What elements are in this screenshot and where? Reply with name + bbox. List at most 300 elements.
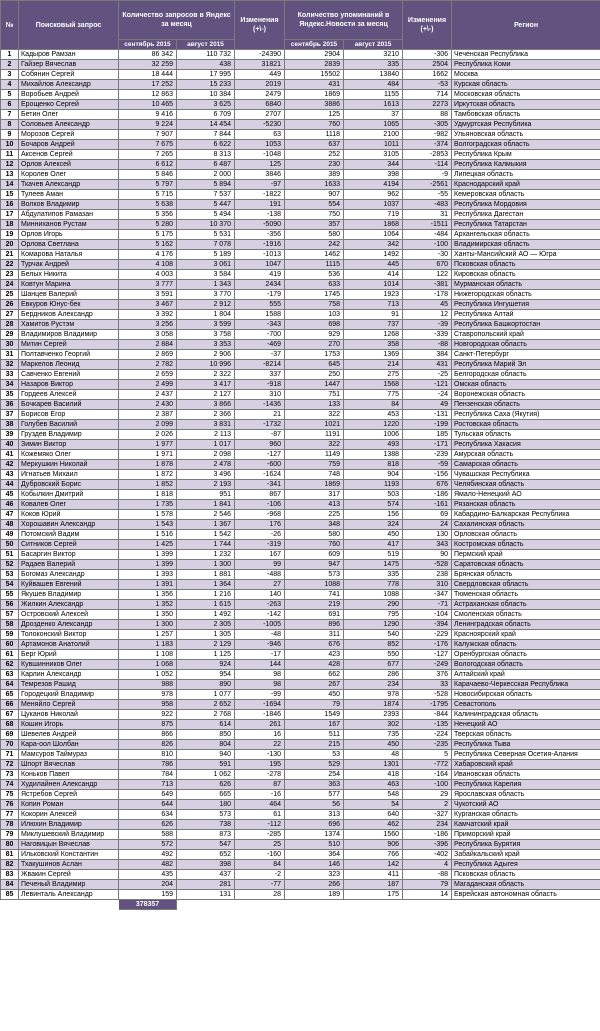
mentions-change: 238: [403, 570, 452, 580]
mentions-change: -131: [403, 410, 452, 420]
query-name: Жвакин Сергей: [19, 870, 119, 880]
mentions-september: 252: [285, 150, 344, 160]
queries-september: 978: [119, 690, 177, 700]
mentions-change: -772: [403, 760, 452, 770]
row-number: 57: [1, 610, 19, 620]
table-row: [1, 440, 600, 450]
query-name: Бочаров Андрей: [19, 140, 119, 150]
queries-september: 1 068: [119, 660, 177, 670]
queries-change: 61: [235, 810, 285, 820]
query-name: Тхакушинов Аслан: [19, 860, 119, 870]
table-row: [1, 90, 600, 100]
table-row: [1, 460, 600, 470]
queries-september: 7 265: [119, 150, 177, 160]
queries-august: 1 017: [177, 440, 235, 450]
queries-august: 3 770: [177, 290, 235, 300]
queries-august: 2 768: [177, 710, 235, 720]
mentions-september: 511: [285, 730, 344, 740]
queries-august: 8 313: [177, 150, 235, 160]
row-number: 26: [1, 300, 19, 310]
mentions-september: 317: [285, 490, 344, 500]
query-name: Гордеев Алексей: [19, 390, 119, 400]
region-name: Удмуртская Республика: [452, 120, 600, 130]
queries-change: 144: [235, 660, 285, 670]
query-name: Ястребов Сергей: [19, 790, 119, 800]
queries-change: 22: [235, 740, 285, 750]
queries-september: 5 797: [119, 180, 177, 190]
row-number: 7: [1, 110, 19, 120]
query-name: Орлова Светлана: [19, 240, 119, 250]
mentions-change: -199: [403, 420, 452, 430]
region-name: Новгородская область: [452, 340, 600, 350]
table-row: [1, 800, 600, 810]
mentions-august: 493: [344, 440, 403, 450]
mentions-september: 662: [285, 670, 344, 680]
table-row: [1, 780, 600, 790]
queries-august: 2 478: [177, 460, 235, 470]
region-name: Магаданская область: [452, 880, 600, 890]
mentions-august: 156: [344, 510, 403, 520]
query-name: Островский Алексей: [19, 610, 119, 620]
query-name: Куйвашев Евгений: [19, 580, 119, 590]
queries-august: 614: [177, 720, 235, 730]
queries-change: -1916: [235, 240, 285, 250]
queries-september: 12 863: [119, 90, 177, 100]
queries-september: 3 058: [119, 330, 177, 340]
table-row: [1, 470, 600, 480]
queries-september: 988: [119, 680, 177, 690]
table-row: [1, 450, 600, 460]
mentions-august: 766: [344, 850, 403, 860]
queries-september: 866: [119, 730, 177, 740]
mentions-change: 343: [403, 540, 452, 550]
query-name: Бочкарев Василий: [19, 400, 119, 410]
queries-change: -2: [235, 870, 285, 880]
mentions-september: 760: [285, 540, 344, 550]
row-number: 3: [1, 70, 19, 80]
row-number: 22: [1, 260, 19, 270]
queries-august: 3 584: [177, 270, 235, 280]
region-name: Республика Ингушетия: [452, 300, 600, 310]
queries-september: 922: [119, 710, 177, 720]
table-row: [1, 180, 600, 190]
mentions-august: 540: [344, 630, 403, 640]
queries-august: 850: [177, 730, 235, 740]
row-number: 17: [1, 210, 19, 220]
mentions-september: 79: [285, 700, 344, 710]
region-name: Архангельская область: [452, 230, 600, 240]
queries-change: 419: [235, 270, 285, 280]
row-number: 18: [1, 220, 19, 230]
row-number: 6: [1, 100, 19, 110]
mentions-september: 1088: [285, 580, 344, 590]
row-number: 27: [1, 310, 19, 320]
query-name: Коков Юрий: [19, 510, 119, 520]
region-name: Пермский край: [452, 550, 600, 560]
mentions-august: 358: [344, 340, 403, 350]
mentions-september: 637: [285, 140, 344, 150]
queries-september: 3 392: [119, 310, 177, 320]
query-name: Коньков Павел: [19, 770, 119, 780]
mentions-change: -164: [403, 770, 452, 780]
row-number: 82: [1, 860, 19, 870]
region-name: Саратовская область: [452, 560, 600, 570]
queries-change: -130: [235, 750, 285, 760]
mentions-september: 1115: [285, 260, 344, 270]
mentions-august: 677: [344, 660, 403, 670]
queries-august: 2 906: [177, 350, 235, 360]
footer-spacer: [1, 900, 19, 910]
queries-change: -97: [235, 180, 285, 190]
table-row: [1, 420, 600, 430]
queries-august: 2 098: [177, 450, 235, 460]
mentions-august: 175: [344, 890, 403, 900]
queries-september: 3 256: [119, 320, 177, 330]
queries-september: 2 659: [119, 370, 177, 380]
mentions-change: -528: [403, 690, 452, 700]
queries-september: 1 872: [119, 470, 177, 480]
row-number: 68: [1, 720, 19, 730]
query-name: Назаров Виктор: [19, 380, 119, 390]
table-row: [1, 390, 600, 400]
table-row: [1, 320, 600, 330]
mentions-august: 463: [344, 780, 403, 790]
queries-change: 16: [235, 730, 285, 740]
header-yandex-queries: Количество запросов в Яндекс за месяц: [119, 1, 235, 40]
mentions-august: 1014: [344, 280, 403, 290]
header-change-queries: Изменения (+\-): [235, 1, 285, 50]
mentions-september: 323: [285, 870, 344, 880]
table-row: [1, 330, 600, 340]
query-name: Дрозденко Александр: [19, 620, 119, 630]
row-number: 12: [1, 160, 19, 170]
queries-change: 867: [235, 490, 285, 500]
region-name: Ростовская область: [452, 420, 600, 430]
row-number: 14: [1, 180, 19, 190]
queries-september: 2 437: [119, 390, 177, 400]
queries-august: 924: [177, 660, 235, 670]
table-row: [1, 680, 600, 690]
row-number: 50: [1, 540, 19, 550]
queries-august: 1 077: [177, 690, 235, 700]
table-row: [1, 250, 600, 260]
queries-september: 1 300: [119, 620, 177, 630]
query-name: Шевелев Андрей: [19, 730, 119, 740]
queries-august: 3 758: [177, 330, 235, 340]
mentions-september: 389: [285, 170, 344, 180]
query-name: Меркушкин Николай: [19, 460, 119, 470]
mentions-august: 4194: [344, 180, 403, 190]
mentions-september: 1021: [285, 420, 344, 430]
table-row: [1, 100, 600, 110]
queries-change: 2019: [235, 80, 285, 90]
row-number: 24: [1, 280, 19, 290]
mentions-august: 13840: [344, 70, 403, 80]
query-name: Абдулатипов Рамазан: [19, 210, 119, 220]
region-name: Приморский край: [452, 830, 600, 840]
mentions-august: 453: [344, 410, 403, 420]
mentions-august: 1568: [344, 380, 403, 390]
queries-change: 1588: [235, 310, 285, 320]
query-name: Голубев Василий: [19, 420, 119, 430]
query-name: Якушев Владимир: [19, 590, 119, 600]
row-number: 74: [1, 780, 19, 790]
query-name: Ильковский Константин: [19, 850, 119, 860]
queries-september: 159: [119, 890, 177, 900]
mentions-change: -176: [403, 640, 452, 650]
mentions-change: -121: [403, 380, 452, 390]
mentions-change: -327: [403, 810, 452, 820]
mentions-september: 270: [285, 340, 344, 350]
region-name: Сахалинская область: [452, 520, 600, 530]
region-name: Ленинградская область: [452, 620, 600, 630]
table-row: [1, 530, 600, 540]
queries-september: 1 735: [119, 500, 177, 510]
table-row: [1, 200, 600, 210]
table-row: [1, 260, 600, 270]
mentions-change: -374: [403, 140, 452, 150]
row-number: 4: [1, 80, 19, 90]
queries-september: 4 108: [119, 260, 177, 270]
header-queries-august: август 2015: [177, 40, 235, 50]
mentions-change: 2504: [403, 60, 452, 70]
region-name: Республика Северная Осетия-Алания: [452, 750, 600, 760]
region-name: Тверская область: [452, 730, 600, 740]
queries-change: -16: [235, 790, 285, 800]
mentions-august: 775: [344, 390, 403, 400]
mentions-change: -402: [403, 850, 452, 860]
mentions-august: 852: [344, 640, 403, 650]
queries-change: 2707: [235, 110, 285, 120]
mentions-august: 713: [344, 300, 403, 310]
table-row: [1, 880, 600, 890]
row-number: 79: [1, 830, 19, 840]
mentions-change: -844: [403, 710, 452, 720]
queries-september: 435: [119, 870, 177, 880]
queries-august: 7 537: [177, 190, 235, 200]
region-name: Чеченская Республика: [452, 50, 600, 60]
query-name: Городецкий Владимир: [19, 690, 119, 700]
mentions-september: 266: [285, 880, 344, 890]
queries-september: 1 818: [119, 490, 177, 500]
row-number: 20: [1, 240, 19, 250]
mentions-change: -483: [403, 200, 452, 210]
query-name: Карлин Александр: [19, 670, 119, 680]
query-name: Ковалев Олег: [19, 500, 119, 510]
mentions-change: -224: [403, 730, 452, 740]
queries-september: 7 907: [119, 130, 177, 140]
mentions-august: 214: [344, 360, 403, 370]
row-number: 81: [1, 850, 19, 860]
mentions-august: 574: [344, 500, 403, 510]
table-body: [1, 50, 600, 900]
mentions-september: 645: [285, 360, 344, 370]
region-name: Чувашская Республика: [452, 470, 600, 480]
mentions-change: -24: [403, 390, 452, 400]
region-name: Ивановская область: [452, 770, 600, 780]
queries-change: -1822: [235, 190, 285, 200]
region-name: Кемеровская область: [452, 190, 600, 200]
header-queries-september: сентябрь 2015: [119, 40, 177, 50]
table-row: [1, 630, 600, 640]
region-name: Республика Алтай: [452, 310, 600, 320]
mentions-change: 122: [403, 270, 452, 280]
queries-september: 4 003: [119, 270, 177, 280]
queries-september: 2 430: [119, 400, 177, 410]
region-name: Мурманская область: [452, 280, 600, 290]
mentions-september: 250: [285, 370, 344, 380]
queries-august: 954: [177, 670, 235, 680]
region-name: Самарская область: [452, 460, 600, 470]
row-number: 63: [1, 670, 19, 680]
queries-september: 1 257: [119, 630, 177, 640]
query-name: Митин Сергей: [19, 340, 119, 350]
queries-august: 3 353: [177, 340, 235, 350]
mentions-change: -305: [403, 120, 452, 130]
table-row: [1, 620, 600, 630]
region-name: Республика Мордовия: [452, 200, 600, 210]
mentions-change: 670: [403, 260, 452, 270]
queries-change: -356: [235, 230, 285, 240]
queries-change: -138: [235, 210, 285, 220]
queries-september: 784: [119, 770, 177, 780]
mentions-september: 167: [285, 720, 344, 730]
queries-change: -106: [235, 500, 285, 510]
mentions-change: -235: [403, 740, 452, 750]
query-name: Зимин Виктор: [19, 440, 119, 450]
mentions-september: 15502: [285, 70, 344, 80]
queries-august: 6 487: [177, 160, 235, 170]
queries-september: 1 393: [119, 570, 177, 580]
queries-august: 1 542: [177, 530, 235, 540]
queries-september: 5 846: [119, 170, 177, 180]
mentions-september: 428: [285, 660, 344, 670]
region-name: Смоленская область: [452, 610, 600, 620]
region-name: Липецкая область: [452, 170, 600, 180]
queries-change: 140: [235, 590, 285, 600]
table-footer: [1, 900, 600, 910]
queries-change: -700: [235, 330, 285, 340]
queries-september: 2 884: [119, 340, 177, 350]
query-name: Копин Роман: [19, 800, 119, 810]
mentions-august: 1011: [344, 140, 403, 150]
mentions-september: 691: [285, 610, 344, 620]
queries-change: -26: [235, 530, 285, 540]
queries-august: 6 709: [177, 110, 235, 120]
mentions-august: 735: [344, 730, 403, 740]
queries-change: -127: [235, 450, 285, 460]
query-name: Белых Никита: [19, 270, 119, 280]
query-name: Богомаз Александр: [19, 570, 119, 580]
mentions-september: 357: [285, 220, 344, 230]
mentions-august: 414: [344, 270, 403, 280]
region-name: Псковская область: [452, 260, 600, 270]
queries-august: 438: [177, 60, 235, 70]
row-number: 36: [1, 400, 19, 410]
mentions-august: 302: [344, 720, 403, 730]
mentions-change: 49: [403, 400, 452, 410]
query-name: Собянин Сергей: [19, 70, 119, 80]
queries-september: 2 782: [119, 360, 177, 370]
queries-august: 398: [177, 860, 235, 870]
queries-change: -179: [235, 290, 285, 300]
queries-september: 7 675: [119, 140, 177, 150]
row-number: 60: [1, 640, 19, 650]
query-name: Кобылкин Дмитрий: [19, 490, 119, 500]
mentions-change: -347: [403, 590, 452, 600]
queries-august: 1 062: [177, 770, 235, 780]
mentions-august: 3105: [344, 150, 403, 160]
total-queries: 378357: [119, 900, 177, 910]
mentions-august: 795: [344, 610, 403, 620]
region-name: Омская область: [452, 380, 600, 390]
queries-august: 1 841: [177, 500, 235, 510]
region-name: Республика Тыва: [452, 740, 600, 750]
table-row: [1, 760, 600, 770]
footer-spacer: [177, 900, 600, 910]
table-row: [1, 610, 600, 620]
mentions-august: 1193: [344, 480, 403, 490]
row-number: 67: [1, 710, 19, 720]
query-name: Кошин Игорь: [19, 720, 119, 730]
region-name: Пензенская область: [452, 400, 600, 410]
mentions-august: 290: [344, 600, 403, 610]
queries-august: 873: [177, 830, 235, 840]
table-row: [1, 820, 600, 830]
row-number: 62: [1, 660, 19, 670]
mentions-change: -394: [403, 620, 452, 630]
mentions-august: 640: [344, 810, 403, 820]
mentions-change: -127: [403, 650, 452, 660]
region-name: Республика Коми: [452, 60, 600, 70]
query-name: Гайзер Вячеслав: [19, 60, 119, 70]
mentions-change: -53: [403, 80, 452, 90]
mentions-september: 348: [285, 520, 344, 530]
queries-august: 10 996: [177, 360, 235, 370]
table-row: [1, 860, 600, 870]
mentions-august: 1064: [344, 230, 403, 240]
queries-change: -1436: [235, 400, 285, 410]
queries-september: 810: [119, 750, 177, 760]
mentions-august: 84: [344, 400, 403, 410]
queries-change: 99: [235, 560, 285, 570]
mentions-august: 342: [344, 240, 403, 250]
mentions-change: 79: [403, 880, 452, 890]
queries-september: 492: [119, 850, 177, 860]
queries-september: 2 387: [119, 410, 177, 420]
queries-september: 5 715: [119, 190, 177, 200]
queries-august: 131: [177, 890, 235, 900]
mentions-september: 577: [285, 790, 344, 800]
mentions-august: 519: [344, 550, 403, 560]
row-number: 8: [1, 120, 19, 130]
query-name: Дубровский Борис: [19, 480, 119, 490]
mentions-september: 676: [285, 640, 344, 650]
mentions-september: 929: [285, 330, 344, 340]
mentions-september: 313: [285, 810, 344, 820]
queries-change: 28: [235, 890, 285, 900]
mentions-august: 1301: [344, 760, 403, 770]
queries-change: 1053: [235, 140, 285, 150]
table-row: [1, 520, 600, 530]
queries-september: 1 852: [119, 480, 177, 490]
queries-august: 1 232: [177, 550, 235, 560]
mentions-september: 760: [285, 120, 344, 130]
queries-change: 310: [235, 390, 285, 400]
table-row: [1, 770, 600, 780]
row-number: 58: [1, 620, 19, 630]
mentions-august: 1475: [344, 560, 403, 570]
